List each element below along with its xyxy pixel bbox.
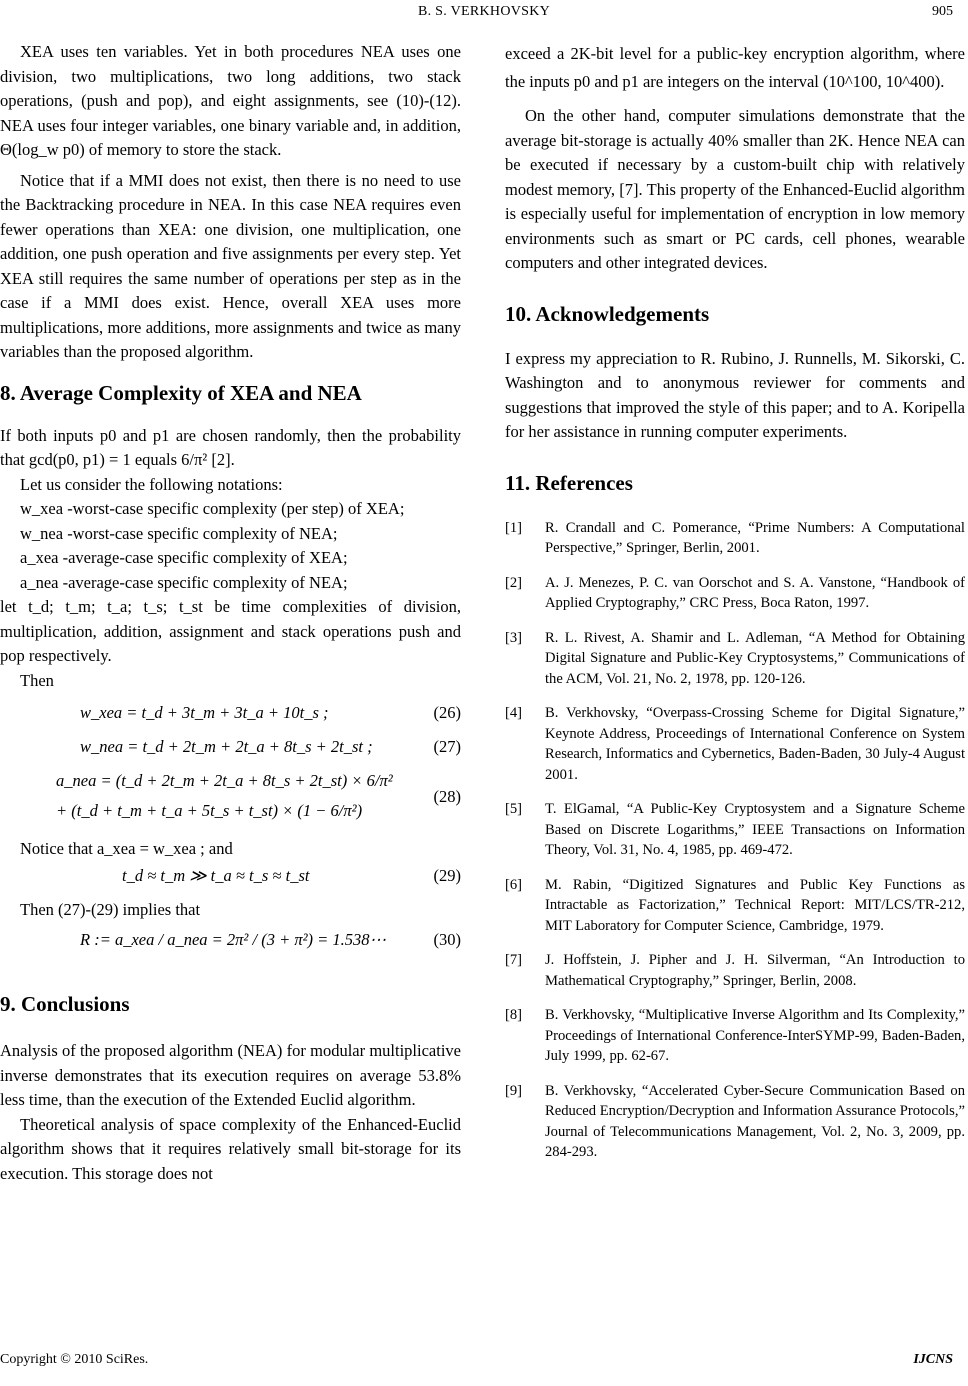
notation-item: let t_d; t_m; t_a; t_s; t_st be time complexities of division, multiplication, addition, assignment and stack operations push and pop respectively. — [0, 597, 461, 665]
equation-26: w_xea = t_d + 3t_m + 3t_a + 10t_s ; (26) — [80, 703, 461, 722]
reference-number: [2] — [505, 574, 523, 591]
section-heading: 8. Average Complexity of XEA and NEA — [0, 380, 362, 405]
section-heading: 9. Conclusions — [0, 992, 130, 1016]
equation-28: a_nea = (t_d + 2t_m + 2t_a + 8t_s + 2t_st) × 6/π² + (t_d + t_m + t_a + 5t_s + t_st) × (1 − 6/π²) (28) — [56, 771, 461, 820]
right-column — [505, 40, 965, 1177]
paragraph: If both inputs p0 and p1 are chosen randomly, then the probability that gcd(p0, p1) = 1 equals 6/π² [2]. — [0, 425, 461, 469]
notation-item: w_xea -worst-case specific complexity (per step) of XEA; — [20, 499, 405, 518]
reference-text: B. Verkhovsky, “Multiplicative Inverse Algorithm and Its Complexity,” Proceedings of International Conference-InterSYMP-99, Baden-Baden, July 1999, pp. 62-67. — [545, 1007, 965, 1064]
paragraph: I express my appreciation to R. Rubino, J. Runnells, M. Sikorski, C. Washington and to anonymous reviewer for comments and suggestions that improved the style of this paper; and to A. Koripella for her assistance in running computer experiments. — [505, 348, 965, 441]
journal-name: IJCNS — [913, 1352, 953, 1367]
reference-item — [505, 950, 965, 991]
reference-item — [505, 703, 965, 785]
paragraph: Theoretical analysis of space complexity of the Enhanced-Euclid algorithm shows that it requires relatively small bit-storage for its execution. This storage does not — [0, 1114, 461, 1183]
left-column — [0, 40, 461, 1186]
paragraph: Then (27)-(29) implies that — [20, 899, 201, 919]
paragraph: Notice that if a MMI does not exist, then there is no need to use the Backtracking procedure in NEA. In this case NEA requires even fewer operations than XEA: one division, one multiplication, one addition, one push operation and five assignments per every step. Yet XEA still requires the same number of operations per step as in the case if a MMI does exist. Hence, overall XEA uses more multiplications, more additions, more assignments and twice as many variables than the proposed algorithm. — [0, 170, 461, 361]
reference-text: R. Crandall and C. Pomerance, “Prime Numbers: A Computational Perspective,” Springer, Berlin, 2001. — [545, 519, 965, 556]
section-heading: 11. References — [505, 470, 633, 495]
reference-text: T. ElGamal, “A Public-Key Cryptosystem and a Signature Scheme Based on Discrete Logarithms,” IEEE Transactions on Information Theory, Vol. 31, No. 4, 1985, pp. 469-472. — [545, 801, 965, 858]
reference-item — [505, 1005, 965, 1067]
paragraph: Analysis of the proposed algorithm (NEA) for modular multiplicative inverse demonstrates that its execution requires on average 53.8% less time, than the execution of the Extended Euclid algorithm. — [0, 1041, 461, 1109]
page-number: 905 — [932, 4, 953, 19]
reference-number: [7] — [505, 952, 523, 968]
paragraph: Then — [20, 670, 54, 690]
reference-item — [505, 799, 965, 861]
reference-number: [4] — [505, 705, 523, 721]
reference-text: B. Verkhovsky, “Accelerated Cyber-Secure Communication Based on Reduced Encryption/Decryption and Information Assurance Protocols,” Journal of Telecommunications Management, Vol. 2, No. 3, 2009, pp. 284-293. — [545, 1082, 965, 1160]
section-heading: 10. Acknowledgements — [505, 301, 710, 326]
paragraph: On the other hand, computer simulations demonstrate that the average bit-storage is actually 40% smaller than 2K. Hence NEA can be executed if necessary by a custom-built chip with relatively modest memory, [7]. This property of the Enhanced-Euclid algorithm is especially useful for implementation of encryption in low memory environments such as smart or PC cards, cell phones, wearable computers and other integrated devices. — [505, 106, 965, 272]
reference-number: [6] — [505, 876, 523, 893]
reference-item — [505, 628, 965, 690]
reference-number: [9] — [505, 1082, 523, 1099]
reference-text: B. Verkhovsky, “Overpass-Crossing Scheme for Digital Signature,” Keynote Address, Proceedings of International Conference on System Research, Informatics and Cybernetics, Baden-Baden, 30 July-4 August 2001. — [545, 705, 965, 783]
equation-30: R := a_xea / a_nea = 2π² / (3 + π²) = 1.538⋯ (30) — [80, 930, 461, 949]
reference-number: [3] — [505, 629, 523, 646]
paragraph: exceed a 2K-bit level for a public-key encryption algorithm, where the inputs p0 and p1 are integers on the interval (10^100, 10^400). — [505, 44, 965, 91]
reference-text: M. Rabin, “Digitized Signatures and Public Key Functions as Intractable as Factorization,” Technical Report: MIT/LCS/TR-212, MIT Laboratory for Computer Science, Cambridge, 1979. — [545, 876, 965, 934]
reference-number: [8] — [505, 1007, 523, 1023]
paragraph: Let us consider the following notations: — [20, 474, 283, 494]
reference-text: R. L. Rivest, A. Shamir and L. Adleman, “A Method for Obtaining Digital Signature and Public-Key Cryptosystems,” Communications of the ACM, Vol. 21, No. 2, 1978, pp. 120-126. — [545, 629, 965, 687]
reference-item — [505, 518, 965, 559]
reference-number: [5] — [505, 801, 523, 817]
paragraph: XEA uses ten variables. Yet in both procedures NEA uses one division, two multiplications, two long additions, two stack operations, (push and pop), and eight assignments, see (10)-(12). NEA uses four integer variables, one binary variable and, in addition, Θ(log_w p0) of memory to store the stack. — [0, 42, 461, 159]
page-header — [0, 0, 968, 24]
copyright: Copyright © 2010 SciRes. — [0, 1352, 149, 1367]
reference-item — [505, 875, 965, 937]
reference-list — [505, 518, 965, 1163]
notation-item: w_nea -worst-case specific complexity of NEA; — [20, 523, 338, 543]
reference-item — [505, 573, 965, 614]
reference-item — [505, 1081, 965, 1163]
reference-number: [1] — [505, 519, 523, 536]
equation-27: w_nea = t_d + 2t_m + 2t_a + 8t_s + 2t_st ; (27) — [80, 737, 461, 756]
notation-item: a_xea -average-case specific complexity of XEA; — [20, 548, 348, 567]
notation-item: a_nea -average-case specific complexity of NEA; — [20, 572, 348, 592]
paragraph: Notice that a_xea = w_xea ; and — [20, 839, 233, 858]
equation-29: t_d ≈ t_m ≫ t_a ≈ t_s ≈ t_st (29) — [122, 865, 461, 885]
reference-text: J. Hoffstein, J. Pipher and J. H. Silverman, “An Introduction to Mathematical Cryptography,” Springer, Berlin, 2008. — [545, 952, 965, 989]
reference-text: A. J. Menezes, P. C. van Oorschot and S. A. Vanstone, “Handbook of Applied Cryptography,” CRC Press, Boca Raton, 1997. — [545, 574, 965, 611]
running-author: B. S. VERKHOVSKY — [417, 4, 551, 19]
